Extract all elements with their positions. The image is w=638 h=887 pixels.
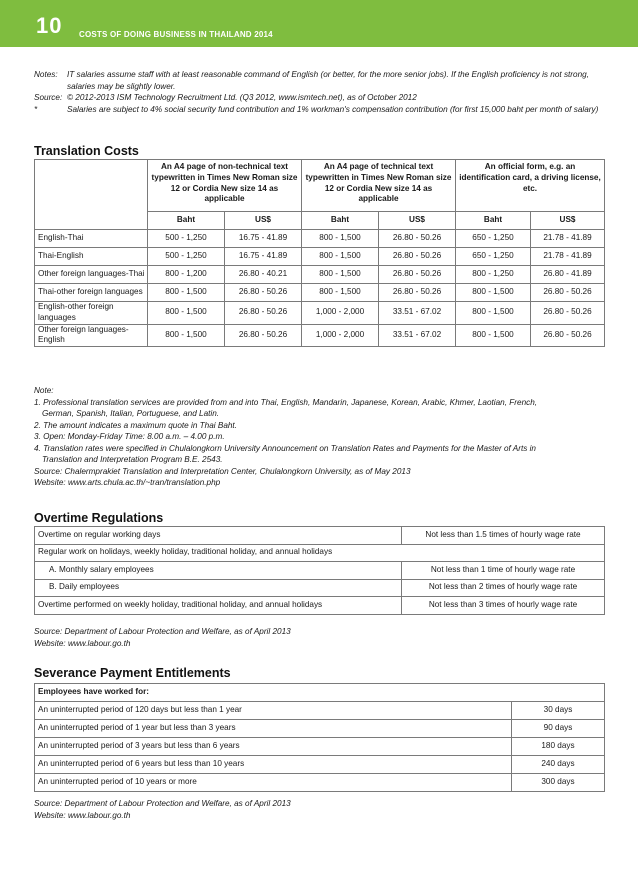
- table-row: [35, 230, 605, 248]
- row-label: An uninterrupted period of 10 years or more: [35, 774, 512, 792]
- table-row: [35, 702, 605, 720]
- currency-header: US$: [379, 212, 456, 230]
- row-label: Overtime performed on weekly holiday, traditional holiday, and annual holidays: [35, 597, 402, 615]
- table-cell: 26.80 - 50.26: [531, 302, 605, 325]
- table-row: [35, 284, 605, 302]
- table-cell: 26.80 - 41.89: [531, 266, 605, 284]
- language-pair: English-Thai: [35, 230, 148, 248]
- row-label: An uninterrupted period of 3 years but less than 6 years: [35, 738, 512, 756]
- row-label: An uninterrupted period of 6 years but less than 10 years: [35, 756, 512, 774]
- table-header-row: [35, 684, 605, 702]
- source-line: Source: Department of Labour Protection and Welfare, as of April 2013: [34, 799, 291, 808]
- note-text: IT salaries assume staff with at least reasonable command of English (or better, for the more senior jobs). If the English proficiency is not strong, salaries may be slightly lower.: [67, 70, 589, 91]
- column-group-header: An official form, e.g. an identification card, a driving license, etc.: [456, 160, 605, 212]
- website-line: Website: www.labour.go.th: [34, 810, 131, 820]
- table-cell: 26.80 - 50.26: [379, 266, 456, 284]
- language-pair: Other foreign languages-Thai: [35, 266, 148, 284]
- note-text: Salaries are subject to 4% social security fund contribution and 1% workman's compensation contribution (for first 15,000 baht per month of salary): [67, 104, 599, 114]
- note-line: Translation and Interpretation Program B.E. 2543.: [42, 455, 223, 464]
- table-row: [35, 738, 605, 756]
- overtime-table: [34, 526, 605, 615]
- empty-header-cell: [35, 160, 148, 212]
- empty-header-cell: [35, 212, 148, 230]
- header-title: COSTS OF DOING BUSINESS IN THAILAND 2014: [79, 30, 273, 39]
- website-line: Website: www.labour.go.th: [34, 638, 131, 648]
- table-cell: 1,000 - 2,000: [302, 324, 379, 347]
- table-row: [35, 579, 605, 597]
- page-number: 10: [36, 13, 63, 38]
- translation-notes: [34, 385, 604, 489]
- row-label: Regular work on holidays, weekly holiday, traditional holiday, and annual holidays: [35, 544, 605, 562]
- currency-header: Baht: [148, 212, 225, 230]
- language-pair: English-other foreign languages: [35, 302, 148, 325]
- note-line: 2. The amount indicates a maximum quote in Thai Baht.: [34, 420, 237, 430]
- table-row: [35, 266, 605, 284]
- row-value: Not less than 1 time of hourly wage rate: [402, 562, 605, 580]
- row-label: B. Daily employees: [35, 579, 402, 597]
- source-line: Source: Chalermprakiet Translation and Interpretation Center, Chulalongkorn University, as of May 2013: [34, 466, 411, 476]
- table-cell: 800 - 1,500: [302, 284, 379, 302]
- table-header: Employees have worked for:: [35, 684, 605, 702]
- note-label: Source:: [34, 93, 63, 102]
- table-cell: 800 - 1,500: [302, 266, 379, 284]
- table-cell: 800 - 1,200: [148, 266, 225, 284]
- table-cell: 26.80 - 50.26: [225, 324, 302, 347]
- table-cell: 800 - 1,500: [148, 302, 225, 325]
- table-cell: 800 - 1,500: [302, 248, 379, 266]
- note-line: 4. Translation rates were specified in Chulalongkorn University Announcement on Translation Rates and Payments for the Master of Arts in: [34, 443, 536, 453]
- severance-table: [34, 683, 605, 792]
- table-cell: 26.80 - 50.26: [379, 248, 456, 266]
- note-label: *: [34, 104, 38, 114]
- row-value: Not less than 2 times of hourly wage rate: [402, 579, 605, 597]
- overtime-source: [34, 626, 604, 649]
- language-pair: Thai-English: [35, 248, 148, 266]
- page-header: [0, 0, 638, 47]
- row-value: 180 days: [512, 738, 605, 756]
- row-label: An uninterrupted period of 120 days but less than 1 year: [35, 702, 512, 720]
- table-cell: 650 - 1,250: [456, 248, 531, 266]
- table-cell: 16.75 - 41.89: [225, 230, 302, 248]
- note-line: 3. Open: Monday-Friday Time: 8.00 a.m. – 4.00 p.m.: [34, 432, 225, 441]
- row-value: Not less than 1.5 times of hourly wage rate: [402, 527, 605, 545]
- row-value: Not less than 3 times of hourly wage rate: [402, 597, 605, 615]
- currency-header: Baht: [456, 212, 531, 230]
- table-cell: 16.75 - 41.89: [225, 248, 302, 266]
- note-row: [34, 92, 604, 104]
- note-label: Notes:: [34, 70, 58, 79]
- note-row: [34, 69, 604, 92]
- table-cell: 500 - 1,250: [148, 230, 225, 248]
- table-row: [35, 562, 605, 580]
- translation-costs-title: Translation Costs: [34, 144, 139, 158]
- table-cell: 26.80 - 50.26: [531, 324, 605, 347]
- overtime-title: Overtime Regulations: [34, 511, 164, 525]
- table-row: [35, 597, 605, 615]
- table-cell: 800 - 1,500: [456, 324, 531, 347]
- row-value: 30 days: [512, 702, 605, 720]
- table-cell: 26.80 - 50.26: [379, 284, 456, 302]
- table-cell: 26.80 - 50.26: [379, 230, 456, 248]
- row-value: 240 days: [512, 756, 605, 774]
- salary-notes: [34, 69, 604, 115]
- website-line: Website: www.arts.chula.ac.th/~tran/translation.php: [34, 478, 221, 487]
- row-label: Overtime on regular working days: [35, 527, 402, 545]
- table-header-row: [35, 160, 605, 212]
- table-cell: 650 - 1,250: [456, 230, 531, 248]
- currency-header: Baht: [302, 212, 379, 230]
- table-cell: 26.80 - 50.26: [225, 284, 302, 302]
- table-row: [35, 720, 605, 738]
- severance-title: Severance Payment Entitlements: [34, 666, 231, 680]
- row-value: 90 days: [512, 720, 605, 738]
- table-cell: 800 - 1,500: [148, 324, 225, 347]
- note-line: 1. Professional translation services are provided from and into Thai, English, Mandarin, Japanese, Korean, Arabic, Khmer, Laotian, French,: [34, 397, 538, 407]
- table-row: [35, 527, 605, 545]
- table-cell: 800 - 1,500: [302, 230, 379, 248]
- table-row: [35, 324, 605, 347]
- source-line: Source: Department of Labour Protection and Welfare, as of April 2013: [34, 627, 291, 636]
- table-cell: 33.51 - 67.02: [379, 324, 456, 347]
- note-text: © 2012-2013 ISM Technology Recruitment Ltd. (Q3 2012, www.ismtech.net), as of October 2012: [67, 93, 417, 102]
- table-cell: 1,000 - 2,000: [302, 302, 379, 325]
- row-label: A. Monthly salary employees: [35, 562, 402, 580]
- currency-header: US$: [225, 212, 302, 230]
- currency-header: US$: [531, 212, 605, 230]
- table-cell: 26.80 - 40.21: [225, 266, 302, 284]
- note-line: German, Spanish, Italian, Portuguese, and Latin.: [42, 409, 220, 418]
- column-group-header: An A4 page of non-technical text typewritten in Times New Roman size 12 or Cordia New size 14 as applicable: [148, 160, 302, 212]
- column-group-header: An A4 page of technical text typewritten in Times New Roman size 12 or Cordia New size 14 as applicable: [302, 160, 456, 212]
- table-row: [35, 544, 605, 562]
- row-label: An uninterrupted period of 1 year but less than 3 years: [35, 720, 512, 738]
- table-cell: 500 - 1,250: [148, 248, 225, 266]
- table-cell: 800 - 1,500: [456, 284, 531, 302]
- row-value: 300 days: [512, 774, 605, 792]
- table-cell: 800 - 1,250: [456, 266, 531, 284]
- table-row: [35, 302, 605, 325]
- severance-source: [34, 798, 604, 821]
- currency-header-row: [35, 212, 605, 230]
- language-pair: Other foreign languages-English: [35, 324, 148, 347]
- table-row: [35, 248, 605, 266]
- translation-costs-table: [34, 159, 605, 347]
- table-cell: 800 - 1,500: [148, 284, 225, 302]
- table-cell: 33.51 - 67.02: [379, 302, 456, 325]
- note-row: [34, 104, 604, 116]
- table-cell: 26.80 - 50.26: [225, 302, 302, 325]
- table-cell: 26.80 - 50.26: [531, 284, 605, 302]
- table-cell: 21.78 - 41.89: [531, 230, 605, 248]
- table-cell: 800 - 1,500: [456, 302, 531, 325]
- language-pair: Thai-other foreign languages: [35, 284, 148, 302]
- table-row: [35, 756, 605, 774]
- table-row: [35, 774, 605, 792]
- table-cell: 21.78 - 41.89: [531, 248, 605, 266]
- note-heading: Note:: [34, 386, 54, 395]
